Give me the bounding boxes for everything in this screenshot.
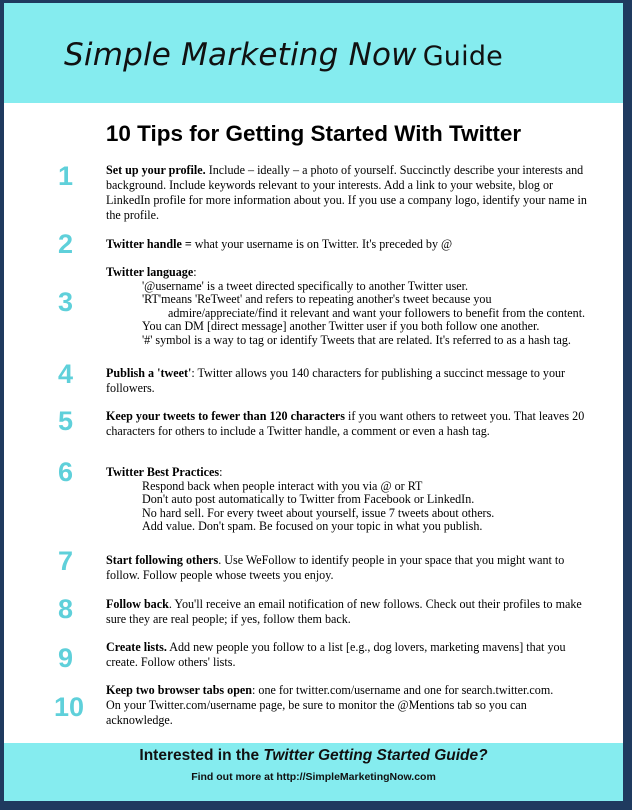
footer-headline [4,747,623,765]
tip-line: 'RT'means 'ReTweet' and refers to repeating another's tweet because you [142,292,492,307]
tip-9 [106,640,594,670]
tip-number-2: 2 [58,229,74,259]
tip-number-4: 4 [58,359,74,389]
tip-number-10: 10 [54,692,85,722]
tip-number-3: 3 [58,287,74,317]
footer-prefix: Interested in the [139,747,264,764]
tip-2 [106,237,594,252]
tip-line: Don't auto post automatically to Twitter from Facebook or LinkedIn. [142,492,475,507]
footer-link-text: Find out more at http://SimpleMarketingNow.com [191,771,436,783]
tip-line: admire/appreciate/find it relevant and want your followers to benefit from the content. [168,305,586,320]
tip-text: . You'll receive an email notification of new follows. Check out their profiles to make sure they are real people; if yes, follow them back. [106,597,582,626]
tip-heading: Set up your profile. [106,163,206,177]
tip-number-8: 8 [58,594,74,624]
tip-heading: Follow back [106,597,169,611]
tip-line: Add value. Don't spam. Be focused on your topic in what you publish. [142,519,483,534]
tip-8 [106,597,594,627]
tip-heading: Keep two browser tabs open [106,683,253,697]
guide-page [4,3,623,801]
tip-text: . Use WeFollow to identify people in your space that you might want to follow. Follow people whose tweets you enjoy. [106,553,565,582]
page-title: 10 Tips for Getting Started With Twitter [105,121,522,146]
tip-number-6: 6 [58,457,74,487]
tip-number-9: 9 [58,643,74,673]
brand-name: Simple Marketing Now [64,37,417,73]
footer-band [4,743,623,801]
tip-text: Include – ideally – a photo of yourself. Succinctly describe your interests and background. Include keywords relevant to your interests. Add a link to your website, blog or LinkedIn profile for more information about you. If you use a company logo, identify your name in the profile. [106,163,587,222]
tip-text: what your username is on Twitter. It's preceded by @ [191,237,453,251]
tip-text: : [219,465,223,479]
tip-heading: Publish a 'tweet' [106,366,192,380]
footer-guide-title: Twitter Getting Started Guide? [263,747,488,764]
tip-10 [106,683,594,728]
tip-text: if you want others to retweet you. That leaves 20 characters for others to include a Twitter handle, a comment or even a hash tag. [106,409,585,438]
tip-4 [106,366,594,396]
tip-5 [106,409,594,439]
tip-heading: Twitter language [106,265,194,279]
tip-7 [106,553,594,583]
tip-1 [106,163,594,223]
tip-heading: Keep your tweets to fewer than 120 characters [106,409,346,423]
tip-line: No hard sell. For every tweet about yourself, issue 7 tweets about others. [142,505,495,520]
tip-line: You can DM [direct message] another Twitter user if you both follow one another. [142,319,540,334]
header-band [4,3,623,103]
tip-number-7: 7 [58,546,74,576]
tip-6 [106,465,594,534]
tip-heading: Twitter Best Practices [106,465,220,479]
tip-heading: Start following others [106,553,219,567]
tip-text: : Twitter allows you 140 characters for publishing a succinct message to your followers. [106,366,566,395]
tip-text: Add new people you follow to a list [e.g., dog lovers, marketing mavens] that you create. Follow others' lists. [106,640,566,669]
tip-line: Respond back when people interact with you via @ or RT [142,479,423,493]
tip-line: '@username' is a tweet directed specifically to another Twitter user. [142,279,469,293]
tip-line: '#' symbol is a way to tag or identify Tweets that are related. It's referred to as a hash tag. [142,332,571,347]
tip-line: On your Twitter.com/username page, be sure to monitor the @Mentions tab so you can acknowledge. [106,698,527,727]
tip-3 [106,265,594,347]
tip-number-1: 1 [58,161,74,191]
brand-title [64,37,503,73]
tip-text: : one for twitter.com/username and one for search.twitter.com. [252,683,554,697]
tip-heading: Twitter handle = [106,237,192,251]
brand-suffix: Guide [422,41,503,72]
tip-heading: Create lists. [106,640,167,654]
tip-text: : [193,265,197,279]
tip-number-5: 5 [58,406,74,436]
